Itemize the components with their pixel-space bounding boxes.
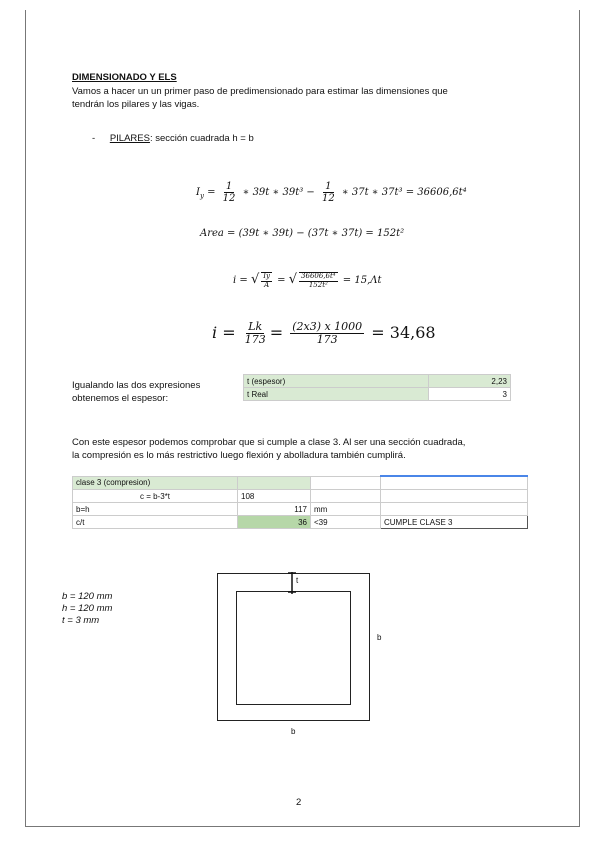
class-table-cell: c/t [73,516,238,529]
thickness-text-line-2: obtenemos el espesor: [72,393,169,404]
figure-b-bottom-label: b [291,727,296,736]
figure-t-label: t [296,576,299,585]
eq-slender-lhs: i = [212,323,236,343]
class-paragraph-line-1: Con este espesor podemos comprobar que si cumple a clase 3. Al ser una sección cuadrada, [72,437,466,448]
thickness-label-cell: t (espesor) [244,375,429,388]
equation-area: Area = (39t ∗ 39t) − (37t ∗ 37t) = 152t² [200,228,405,239]
eq-iy-sub: y [199,192,204,200]
class-table-cell: 36 [238,516,311,529]
class-table-cell: b=h [73,503,238,516]
bullet-dash: - [92,133,96,144]
class-table-row [73,503,528,516]
equation-slenderness: i = $\frac{Lk}{173}$ = $\frac{(2x3) x 1000}{173}$ = 34,68 [212,320,436,347]
class-table-title: clase 3 (compresion) [73,476,238,490]
class-table-cell: c = b-3*t [73,490,238,503]
dimension-list [62,591,112,627]
thickness-row [244,375,511,388]
eq-iy-symbol: I [196,187,200,198]
class-table-empty [311,476,381,490]
eq-slender-rhs: = 34,68 [371,323,436,343]
class-table-cell: 117 [238,503,311,516]
class-table-cell [381,490,528,503]
bullet-label: PILARES [109,133,150,144]
intro-line-1: Vamos a hacer un un primer paso de predimensionado para estimar las dimensiones que [72,86,448,97]
class-table-cell: 108 [238,490,311,503]
thickness-real-label-cell: t Real [244,388,429,401]
thickness-text [72,379,242,405]
thickness-real-value-cell: 3 [429,388,511,401]
eq-iy-frac2: $\frac{1}{12}$ [321,181,335,204]
class-table-cell [381,503,528,516]
class-paragraph [72,436,552,462]
equation-inertia: $I_y$ = $\frac{1}{12}$ ∗ 39t ∗ 39t³ − $\frac{1}{12}$ ∗ 37t ∗ 37t³ = 36606,6t⁴ [196,181,467,204]
eq-iy-rhs: ∗ 37t ∗ 37t³ = 36606,6t⁴ [341,187,467,198]
eq-slender-frac1: $\frac{Lk}{173}$ [244,320,266,347]
eq-radius-lhs: i = [233,275,248,287]
class-table-title-row [73,476,528,490]
class-table-cell: mm [311,503,381,516]
class-table [72,475,528,529]
class-paragraph-line-2: la compresión es lo más restrictivo luego flexión y abolladura también cumplirá. [72,450,406,461]
bullet-pilares [92,132,254,145]
eq-slender-frac2: $\frac{(2x3) x 1000}{173}$ [292,320,363,347]
dimension-t: t = 3 mm [62,615,100,626]
eq-iy-mid: ∗ 39t ∗ 39t³ − [242,187,315,198]
intro-paragraph [72,85,542,111]
class-result-cell: CUMPLE CLASE 3 [381,516,528,529]
section-heading: DIMENSIONADO Y ELS [72,72,177,83]
dimension-h: h = 120 mm [62,603,113,614]
dimension-b: b = 120 mm [62,591,113,602]
intro-line-2: tendrán los pilares y las vigas. [72,99,200,110]
thickness-table [243,374,511,401]
eq-radius-rhs: = 15,Λt [342,275,382,287]
figure-b-side-label: b [377,633,382,642]
equation-radius: i = √ $\frac{Iy}{A}$ = √ $\frac{\text{36606,6t⁴}}{\text{152t²}}$ = 15,Λt [233,272,382,289]
class-table-cell [311,490,381,503]
eq-radius-frac1: $\frac{Iy}{A}$ [263,272,270,289]
thickness-real-row [244,388,511,401]
bullet-text: : sección cuadrada h = b [149,133,254,144]
class-table-cell: <39 [311,516,381,529]
thickness-text-line-1: Igualando las dos expresiones [72,380,201,391]
thickness-value-cell: 2,23 [429,375,511,388]
class-table-row [73,490,528,503]
eq-radius-frac2: $\frac{\text{36606,6t⁴}}{\text{152t²}}$ [301,272,336,289]
page-number: 2 [296,797,302,808]
class-table-selected-cell [381,476,528,490]
eq-iy-frac1: $\frac{1}{12}$ [222,181,236,204]
section-inner-square [236,591,351,705]
class-table-title-filler [238,476,311,490]
class-table-row [73,516,528,529]
